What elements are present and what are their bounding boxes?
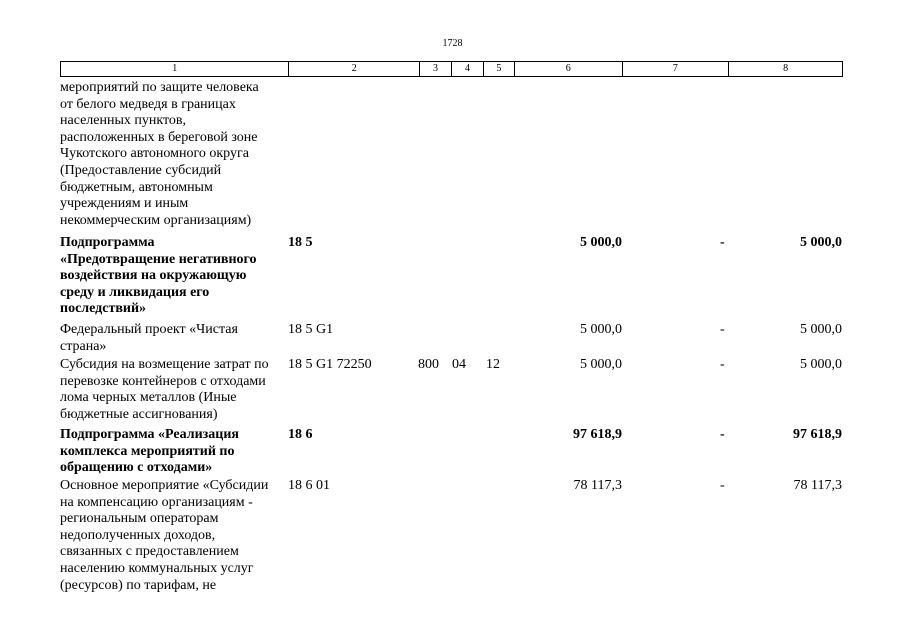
row-total: 97 618,9 — [793, 427, 842, 442]
row-name: Субсидия на возмещение затрат по перевозке контейнеров с отходами лома черных металлов (Иные бюджетные ассигнования) — [60, 357, 269, 422]
row-code: 18 6 01 — [288, 478, 330, 493]
row-rz: 04 — [452, 357, 466, 372]
page-number: 1728 — [442, 38, 463, 49]
row-total: 5 000,0 — [800, 357, 842, 372]
row-total: 78 117,3 — [793, 478, 842, 493]
row-name: Подпрограмма «Предотвращение негативного воздействия на окружающую среду и ликвидация его последствий» — [60, 235, 257, 317]
row-dash: - — [720, 235, 725, 250]
row-code: 18 5 G1 — [288, 322, 334, 337]
row-dash: - — [720, 357, 725, 372]
row-name: Основное мероприятие «Субсидии на компенсацию организациям - региональным операторам недополученных доходов, связанных с предоставлением населению коммунальных услуг (ресурсов) по тарифам, не — [60, 478, 269, 593]
header-col-4: 4 — [451, 62, 483, 76]
row-amount: 78 117,3 — [573, 478, 622, 493]
row-total: 5 000,0 — [800, 322, 842, 337]
header-col-8: 8 — [728, 62, 842, 76]
row-code: 18 5 — [288, 235, 313, 250]
row-dash: - — [720, 427, 725, 442]
row-total: 5 000,0 — [800, 235, 842, 250]
row-name: мероприятий по защите человека от белого медведя в границах населенных пунктов, расположенных в береговой зоне Чукотского автономного округа (Предоставление субсидий бюджетным, автономным учреждениям и иным некоммерческим организациям) — [60, 80, 259, 228]
row-pr: 12 — [486, 357, 500, 372]
row-name: Подпрограмма «Реализация комплекса мероприятий по обращению с отходами» — [60, 427, 239, 476]
row-code: 18 5 G1 72250 — [288, 357, 372, 372]
header-col-1: 1 — [172, 63, 178, 74]
row-amount: 5 000,0 — [580, 235, 622, 250]
row-dash: - — [720, 322, 725, 337]
row-amount: 97 618,9 — [573, 427, 622, 442]
row-code: 18 6 — [288, 427, 313, 442]
header-col-3: 3 — [419, 62, 451, 76]
row-amount: 5 000,0 — [580, 357, 622, 372]
row-name: Федеральный проект «Чистая страна» — [60, 322, 238, 354]
row-dash: - — [720, 478, 725, 493]
header-col-7: 7 — [622, 62, 729, 76]
row-amount: 5 000,0 — [580, 322, 622, 337]
header-col-2: 2 — [288, 62, 419, 76]
row-vr: 800 — [418, 357, 439, 372]
header-col-5: 5 — [483, 62, 514, 76]
table-header — [60, 61, 843, 77]
header-col-6: 6 — [514, 62, 622, 76]
